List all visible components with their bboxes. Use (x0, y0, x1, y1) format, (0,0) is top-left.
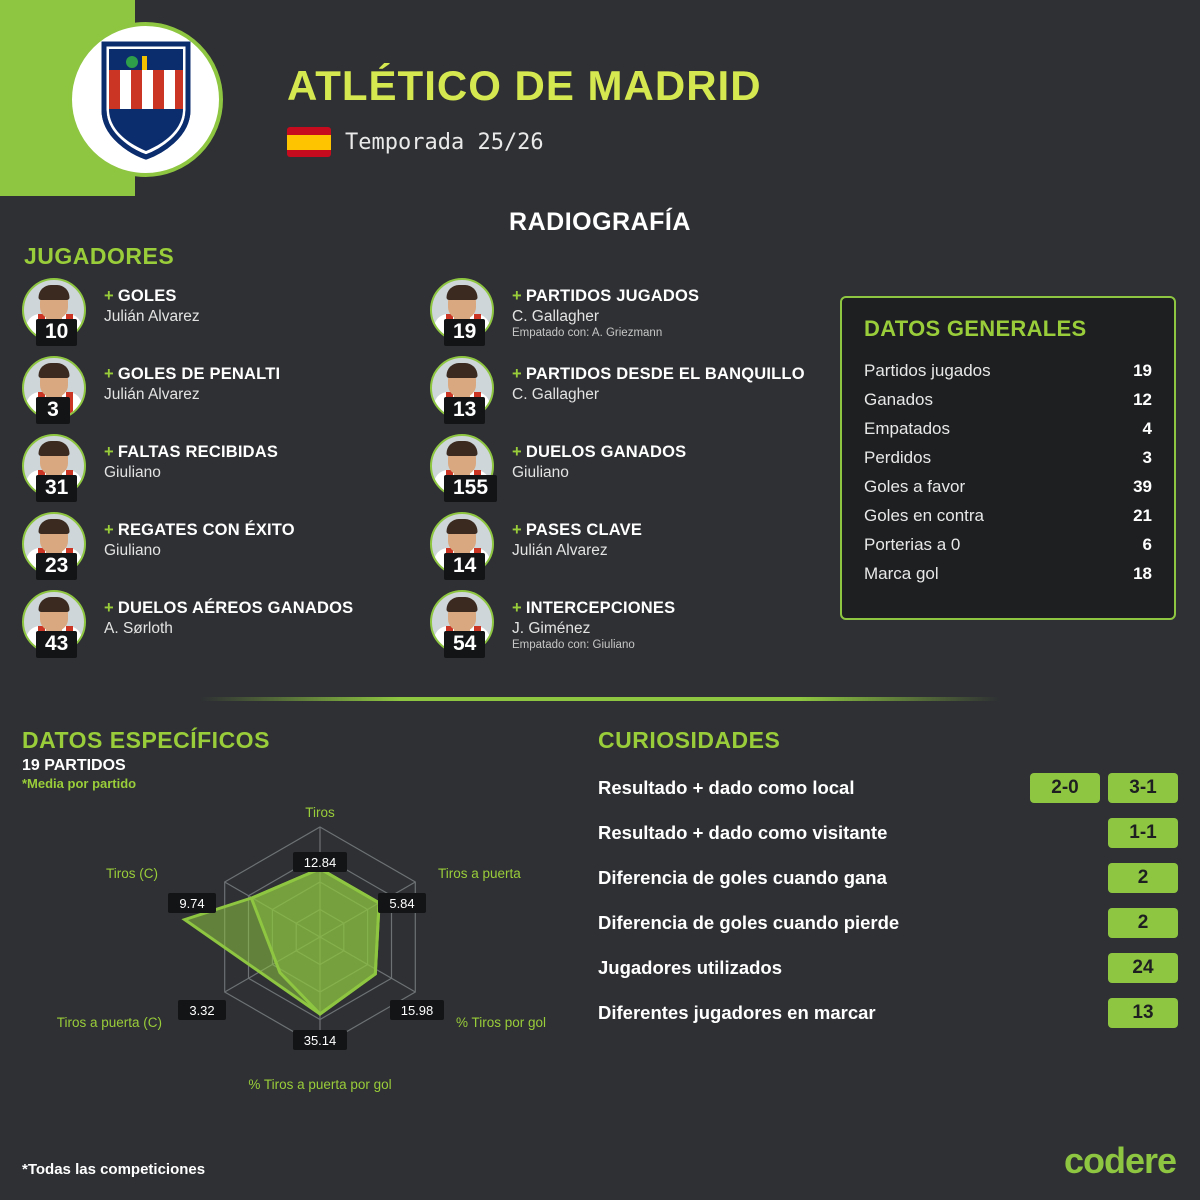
radar-series-fill (251, 869, 379, 1014)
stat-value: 10 (36, 319, 77, 346)
curiosidad-values (1030, 773, 1178, 803)
radiografia-title: RADIOGRAFÍA (509, 208, 691, 236)
table-row (598, 855, 1178, 900)
table-row (598, 945, 1178, 990)
stat-value: 19 (444, 319, 485, 346)
avatar (430, 590, 512, 660)
table-row: Perdidos 3 (864, 447, 1152, 467)
stat-text (104, 278, 200, 326)
stat-label: + FALTAS RECIBIDAS (104, 443, 279, 461)
section-divider (200, 697, 1000, 701)
list-item (430, 590, 830, 668)
stat-player: Julián Alvarez (104, 386, 200, 403)
radar-value-2: 15.98 (400, 1003, 434, 1018)
table-row: Marca gol 18 (864, 563, 1152, 583)
team-title: ATLÉTICO DE MADRID (287, 62, 762, 109)
table-row: Porterias a 0 6 (864, 534, 1152, 554)
stat-label: + GOLES DE PENALTI (104, 365, 281, 383)
header (0, 0, 1200, 196)
avatar (430, 278, 512, 348)
stat-value: 14 (444, 553, 485, 580)
radar-value-4: 3.32 (189, 1003, 215, 1018)
curiosidad-values (1108, 998, 1178, 1028)
matches-count: 19 PARTIDOS (22, 757, 126, 774)
stat-text (512, 434, 686, 482)
table-row: Goles a favor 39 (864, 476, 1152, 496)
stat-player: Giuliano (104, 464, 161, 481)
stat-text (104, 356, 280, 404)
stat-label: + INTERCEPCIONES (512, 599, 676, 617)
plus-icon: + (104, 599, 114, 617)
stat-label: + DUELOS AÉREOS GANADOS (104, 599, 354, 617)
stat-text (104, 590, 353, 638)
spain-flag-icon (287, 127, 331, 157)
stat-text (512, 590, 675, 651)
stat-value: 13 (444, 397, 485, 424)
plus-icon: + (104, 443, 114, 461)
plus-icon: + (104, 521, 114, 539)
radar-chart (20, 772, 580, 1122)
plus-icon: + (512, 287, 522, 305)
avatar (22, 434, 104, 504)
stat-value: 54 (444, 631, 485, 658)
table-row (598, 990, 1178, 1035)
avatar (430, 512, 512, 582)
list-item (22, 278, 422, 356)
stat-label: + PASES CLAVE (512, 521, 643, 539)
season-label: Temporada 25/26 (345, 129, 544, 155)
radar-axis-3: % Tiros a puerta por gol (248, 1077, 392, 1092)
list-item (22, 434, 422, 512)
avatar (22, 590, 104, 660)
average-note: *Media por partido (22, 776, 137, 791)
datos-generales-panel (840, 296, 1176, 620)
plus-icon: + (512, 599, 522, 617)
stat-value: 155 (444, 475, 497, 502)
plus-icon: + (104, 287, 114, 305)
status-badge: 3-1 (1108, 773, 1178, 803)
radar-chart-svg (20, 772, 580, 1122)
stat-player: C. Gallagher (512, 386, 600, 403)
stat-label: + DUELOS GANADOS (512, 443, 687, 461)
curiosidades-heading: CURIOSIDADES (598, 727, 781, 753)
stat-text (512, 356, 805, 404)
curiosidad-label: Resultado + dado como local (598, 776, 855, 798)
curiosidad-values (1108, 908, 1178, 938)
curiosidad-values (1108, 818, 1178, 848)
stat-label: + PARTIDOS DESDE EL BANQUILLO (512, 365, 805, 383)
stat-note: Empatado con: Giuliano (512, 639, 635, 651)
table-row (598, 765, 1178, 810)
curiosidad-label: Diferentes jugadores en marcar (598, 1001, 876, 1023)
radar-axis-2: % Tiros por gol (456, 1015, 547, 1030)
table-row (598, 810, 1178, 855)
stat-text (512, 278, 699, 339)
crest-svg (98, 40, 194, 160)
avatar (430, 434, 512, 504)
stat-value: 3 (36, 397, 70, 424)
stat-player: A. Sørloth (104, 620, 173, 637)
radar-value-1: 5.84 (389, 896, 415, 911)
curiosidad-values (1108, 953, 1178, 983)
status-badge: 1-1 (1108, 818, 1178, 848)
list-item (430, 278, 830, 356)
stat-value: 23 (36, 553, 77, 580)
radar-axis-0: Tiros (305, 805, 335, 820)
player-stats-left (22, 278, 422, 668)
atletico-crest-icon (68, 22, 223, 177)
stat-player: Julián Alvarez (512, 542, 608, 559)
jugadores-heading: JUGADORES (24, 243, 175, 269)
table-row: Ganados 12 (864, 389, 1152, 409)
status-badge: 13 (1108, 998, 1178, 1028)
list-item (22, 590, 422, 668)
plus-icon: + (512, 443, 522, 461)
plus-icon: + (512, 521, 522, 539)
curiosidad-label: Jugadores utilizados (598, 956, 783, 978)
stat-value: 31 (36, 475, 77, 502)
stat-player: C. Gallagher (512, 308, 600, 325)
footnote: *Todas las competiciones (22, 1161, 206, 1178)
list-item (430, 512, 830, 590)
datos-generales-title: DATOS GENERALES (864, 316, 1087, 341)
avatar (430, 356, 512, 426)
codere-logo: codere (1063, 1140, 1176, 1181)
stat-player: Giuliano (104, 542, 161, 559)
stat-player: Giuliano (512, 464, 569, 481)
list-item (22, 512, 422, 590)
stat-value: 43 (36, 631, 77, 658)
stat-text (104, 434, 278, 482)
table-row: Goles en contra 21 (864, 505, 1152, 525)
season-row (287, 127, 544, 157)
curiosidades-list (598, 765, 1178, 1035)
stat-player: J. Giménez (512, 620, 591, 637)
curiosidad-label: Diferencia de goles cuando pierde (598, 911, 900, 933)
table-row: Partidos jugados 19 (864, 360, 1152, 380)
status-badge: 2 (1108, 908, 1178, 938)
table-row (598, 900, 1178, 945)
radar-axis-5: Tiros (C) (106, 866, 158, 881)
radar-value-3: 35.14 (303, 1033, 337, 1048)
datos-especificos-heading: DATOS ESPECÍFICOS (22, 727, 270, 753)
avatar (22, 278, 104, 348)
stat-text (512, 512, 642, 560)
radar-value-5: 9.74 (179, 896, 205, 911)
radar-axis-1: Tiros a puerta (438, 866, 521, 881)
stat-label: + PARTIDOS JUGADOS (512, 287, 700, 305)
status-badge: 2 (1108, 863, 1178, 893)
curiosidad-label: Resultado + dado como visitante (598, 821, 888, 843)
radar-axis-4: Tiros a puerta (C) (56, 1015, 162, 1030)
curiosidad-label: Diferencia de goles cuando gana (598, 866, 887, 888)
table-row: Empatados 4 (864, 418, 1152, 438)
status-badge: 24 (1108, 953, 1178, 983)
player-stats-middle (430, 278, 830, 668)
list-item (430, 434, 830, 512)
plus-icon: + (104, 365, 114, 383)
plus-icon: + (512, 365, 522, 383)
stat-note: Empatado con: A. Griezmann (512, 327, 663, 339)
stat-label: + GOLES (104, 287, 177, 305)
status-badge: 2-0 (1030, 773, 1100, 803)
curiosidad-values (1108, 863, 1178, 893)
stat-player: Julián Alvarez (104, 308, 200, 325)
stat-text (104, 512, 295, 560)
list-item (430, 356, 830, 434)
avatar (22, 356, 104, 426)
stat-label: + REGATES CON ÉXITO (104, 521, 295, 539)
list-item (22, 356, 422, 434)
radar-value-0: 12.84 (303, 855, 337, 870)
avatar (22, 512, 104, 582)
